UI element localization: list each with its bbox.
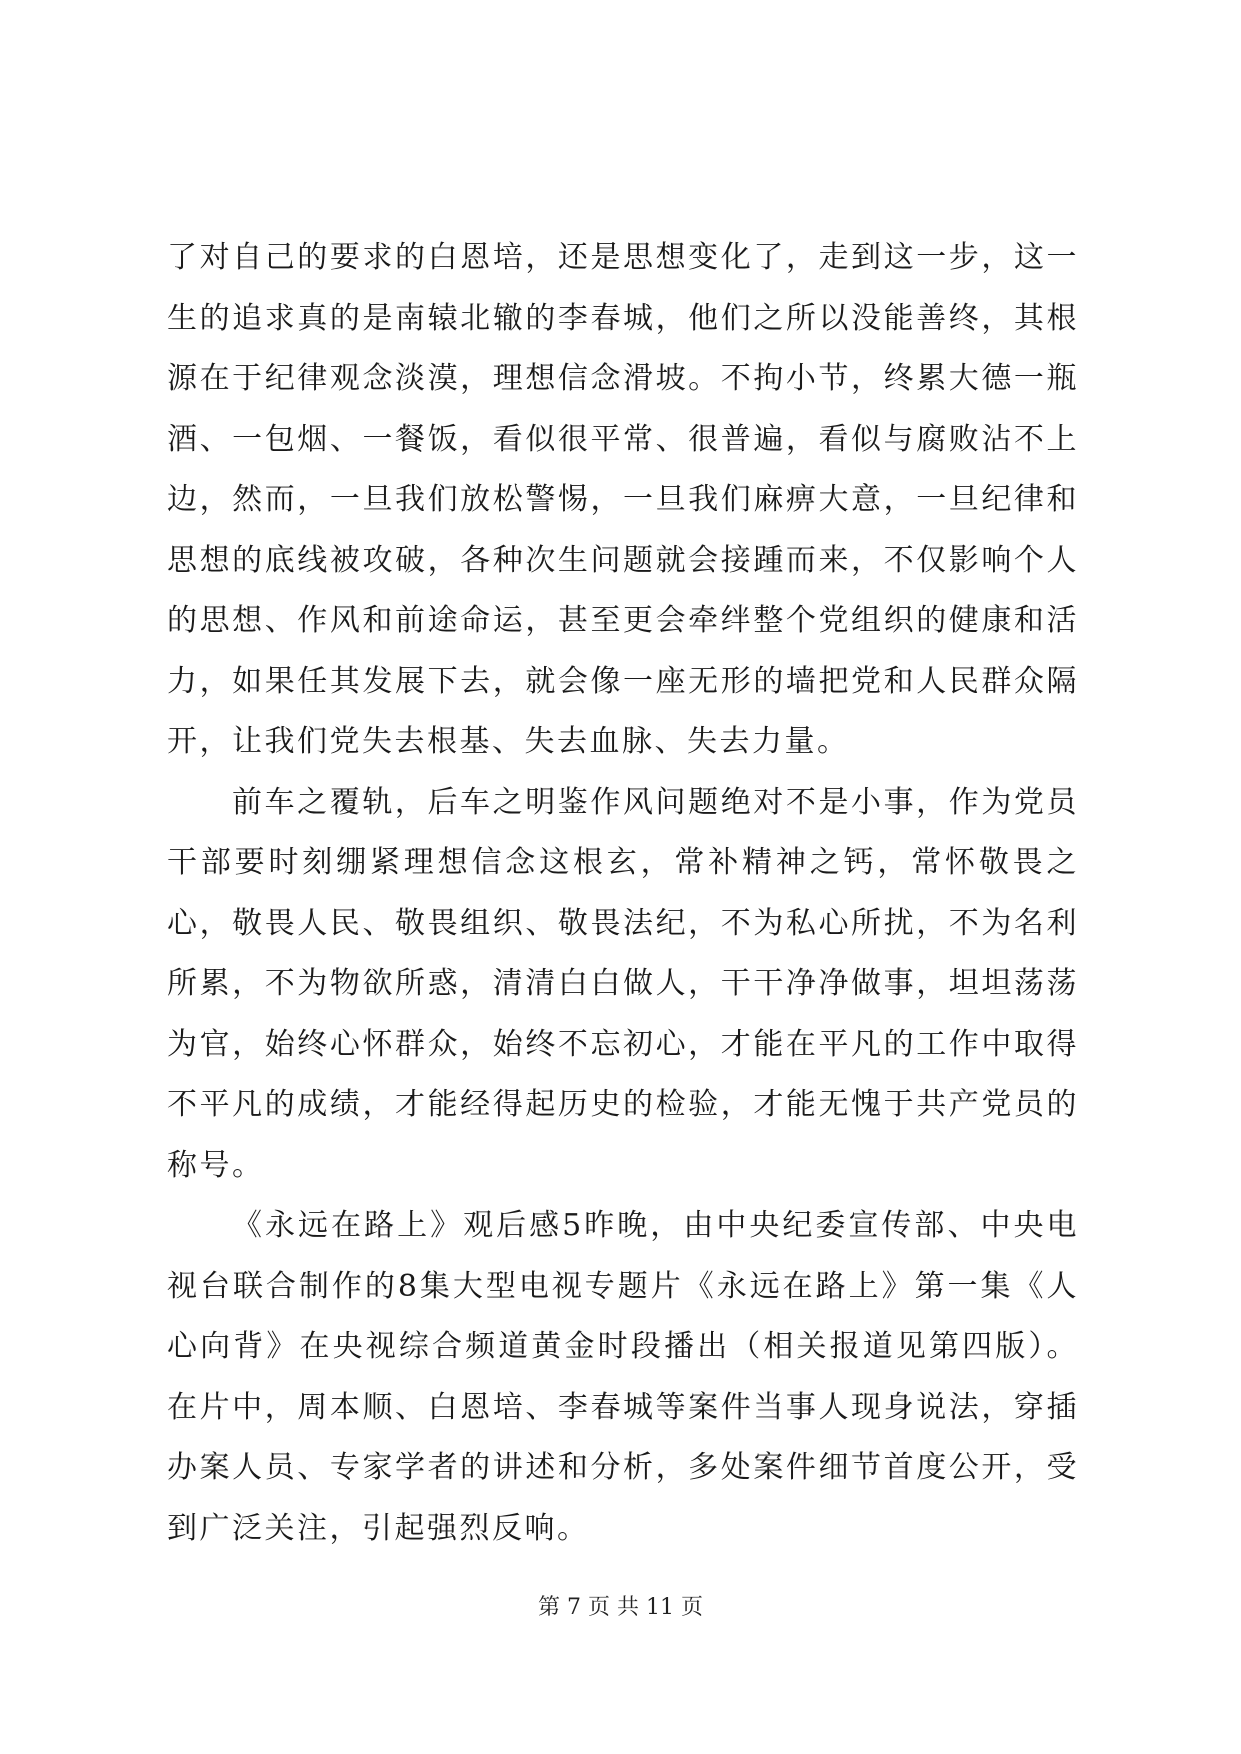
paragraph-1: 了对自己的要求的白恩培，还是思想变化了，走到这一步，这一生的追求真的是南辕北辙的李春城，他们之所以没能善终，其根源在于纪律观念淡漠，理想信念滑坡。不拘小节，终累大德一瓶酒、一包烟、一餐饭，看似很平常、很普遍，看似与腐败沾不上边，然而，一旦我们放松警惕，一旦我们麻痹大意，一旦纪律和思想的底线被攻破，各种次生问题就会接踵而来，不仅影响个人的思想、作风和前途命运，甚至更会牵绊整个党组织的健康和活力，如果任其发展下去，就会像一座无形的墙把党和人民群众隔开，让我们党失去根基、失去血脉、失去力量。 <box>167 240 1079 759</box>
document-body <box>167 228 1079 1559</box>
page-footer: 第 7 页 共 11 页 <box>538 1595 703 1620</box>
paragraph-3: 《永远在路上》观后感5昨晚，由中央纪委宣传部、中央电视台联合制作的8集大型电视专题片《永远在路上》第一集《人心向背》在央视综合频道黄金时段播出（相关报道见第四版）。在片中，周本顺、白恩培、李春城等案件当事人现身说法，穿插办案人员、专家学者的讲述和分析，多处案件细节首度公开，受到广泛关注，引起强烈反响。 <box>167 1208 1079 1546</box>
paragraph-2: 前车之覆轨，后车之明鉴作风问题绝对不是小事，作为党员干部要时刻绷紧理想信念这根玄，常补精神之钙，常怀敬畏之心，敬畏人民、敬畏组织、敬畏法纪，不为私心所扰，不为名利所累，不为物欲所惑，清清白白做人，干干净净做事，坦坦荡荡为官，始终心怀群众，始终不忘初心，才能在平凡的工作中取得不平凡的成绩，才能经得起历史的检验，才能无愧于共产党员的称号。 <box>167 784 1079 1183</box>
